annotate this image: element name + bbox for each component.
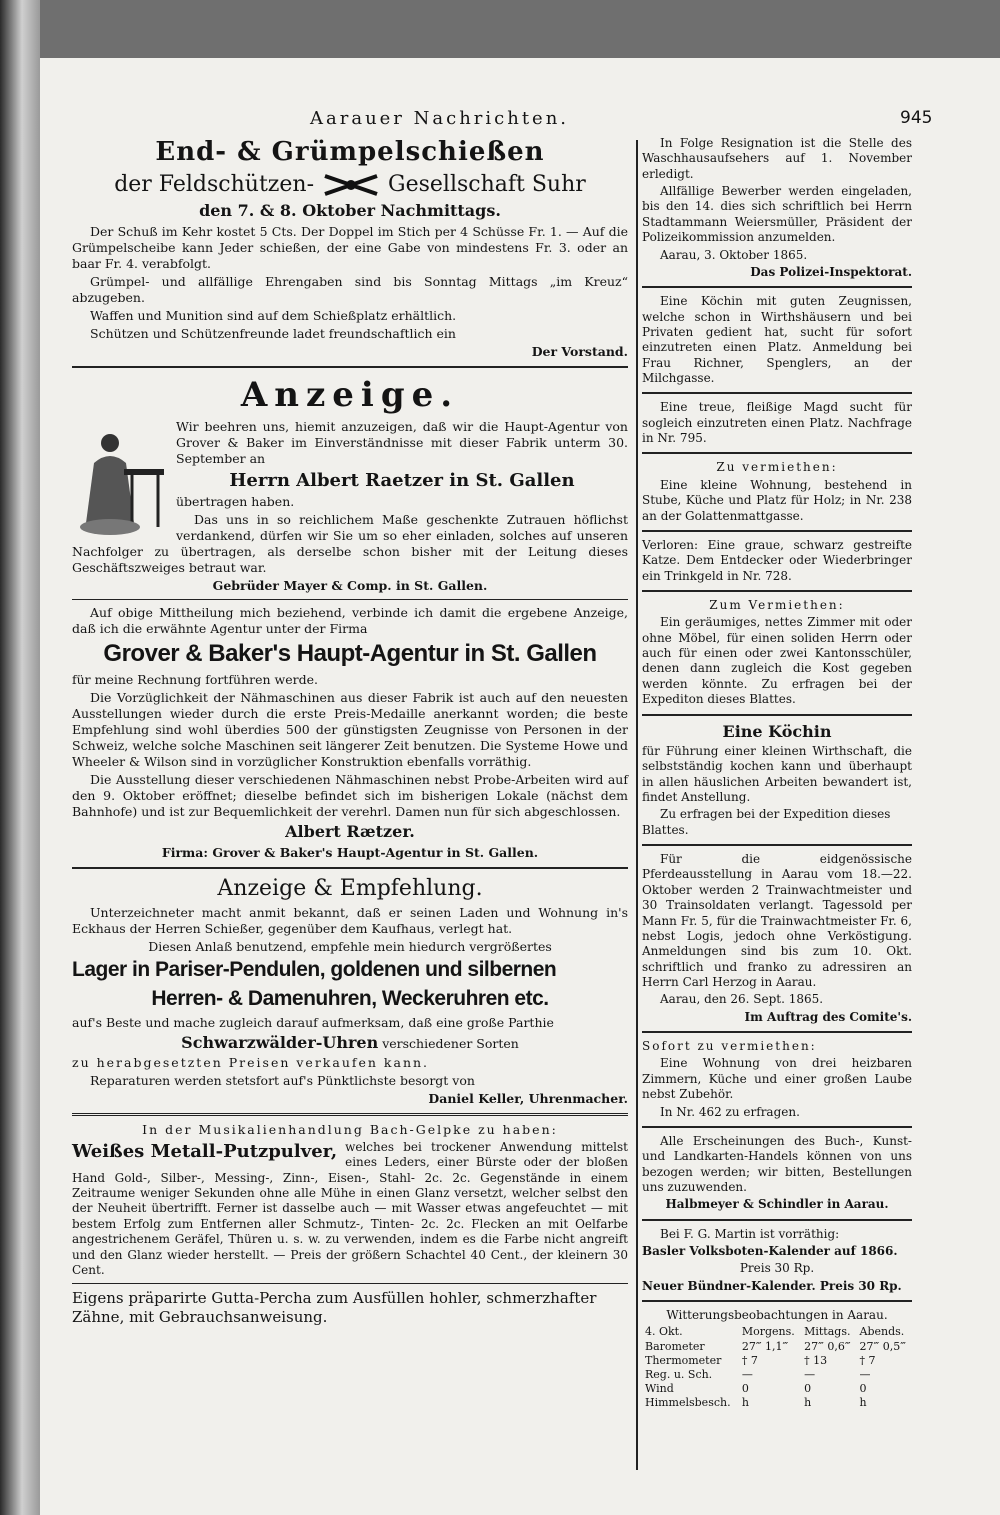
page-number: 945 bbox=[900, 108, 933, 128]
table-cell: † 7 bbox=[741, 1353, 758, 1367]
lost-cat-ad: Verloren: Eine graue, schwarz gestreifte Katze. Dem Entdecker oder Wiederbringer ein Trinkgeld in Nr. 728. bbox=[642, 537, 912, 583]
table-cell: 0 bbox=[804, 1381, 812, 1395]
ad-paragraph: Waffen und Munition sind auf dem Schießplatz erhältlich. bbox=[90, 307, 457, 323]
ad-paragraph: In Folge Resignation ist die Stelle des Waschhausaufsehers auf 1. November erledigt. bbox=[642, 136, 912, 181]
table-row bbox=[642, 1382, 912, 1396]
page-header bbox=[40, 108, 1000, 138]
table-cell: Barometer bbox=[645, 1339, 705, 1353]
table-cell: — bbox=[741, 1367, 753, 1381]
ad-date: den 7. & 8. Oktober Nachmittags. bbox=[199, 201, 501, 221]
table-cell: h bbox=[804, 1395, 812, 1409]
ad-headline: Lager in Pariser-Pendulen, goldenen und silbernen bbox=[72, 957, 557, 981]
calendar-price: Preis 30 Rp. bbox=[739, 1261, 815, 1276]
table-header-cell: Abends. bbox=[859, 1325, 905, 1339]
ad-paragraph: Die Ausstellung dieser verschiedenen Nähmaschinen nebst Probe-Arbeiten wird auf den 9. Oktober eröffnet; dieselbe befindet sich im bisherigen Lokale (nächst dem Bahnhofe) und ist zur Bequemlichkeit der verehrl. Damen nun für sich abgeschlossen. bbox=[72, 772, 628, 820]
weather-title: Witterungsbeobachtungen in Aarau. bbox=[666, 1308, 888, 1323]
ad-paragraph bbox=[72, 1033, 628, 1053]
calendar-ad-intro: Bei F. G. Martin ist vorräthig: bbox=[660, 1226, 840, 1241]
rent-heading: Zum Vermiethen: bbox=[709, 597, 845, 612]
ad-signature: Das Polizei-Inspektorat. bbox=[750, 264, 912, 279]
table-cell: h bbox=[741, 1395, 749, 1409]
maid-seeking-ad: Eine treue, fleißige Magd sucht für sogleich einzutreten einen Platz. Nachfrage in Nr. 795. bbox=[642, 400, 912, 446]
table-cell: h bbox=[859, 1395, 867, 1409]
room-for-rent-ad: Ein geräumiges, nettes Zimmer mit oder ohne Möbel, für einen soliden Herrn oder auch für einen oder zwei Kantonsschüler, denen dann zugleich die Kost gegeben werden könnte. Zu erfragen bei der Expediton dieses Blattes. bbox=[642, 615, 912, 707]
left-column bbox=[72, 136, 628, 1330]
section-divider bbox=[72, 366, 628, 368]
ad-paragraph: Eigens präparirte Gutta-Percha zum Ausfüllen hohler, schmerzhafter Zähne, mit Gebrauchsanweisung. bbox=[72, 1289, 597, 1327]
ad-date: Aarau, den 26. Sept. 1865. bbox=[660, 992, 824, 1007]
section-divider bbox=[642, 714, 912, 716]
table-cell: 27‴ 0,5‴ bbox=[859, 1339, 906, 1353]
laundry-post-ad bbox=[642, 136, 912, 280]
table-header-cell: Mittags. bbox=[804, 1325, 851, 1339]
section-divider bbox=[642, 530, 912, 532]
right-column bbox=[642, 136, 912, 1410]
ad-paragraph: In Nr. 462 zu erfragen. bbox=[660, 1104, 800, 1119]
ad-paragraph: Allfällige Bewerber werden eingeladen, bis den 14. dies sich schriftlich bei Herrn Stadtammann Weiersmüller, Präsident der Polizeikommission anzumelden. bbox=[642, 184, 912, 245]
grover-baker-ad bbox=[72, 374, 628, 861]
newspaper-page bbox=[40, 58, 1000, 1515]
ad-paragraph: übertragen haben. bbox=[176, 494, 295, 510]
ad-signature: Gebrüder Mayer & Comp. in St. Gallen. bbox=[212, 578, 488, 594]
section-divider bbox=[642, 1219, 912, 1221]
section-divider bbox=[642, 1031, 912, 1033]
flat-for-rent-ad: Eine Wohnung von drei heizbaren Zimmern, Küche und einer großen Laube nebst Zubehör. bbox=[642, 1056, 912, 1102]
rent-heading: Zu vermiethen: bbox=[716, 460, 838, 475]
section-divider bbox=[642, 1300, 912, 1302]
firm-name: Grover & Baker's Haupt-Agentur in St. Gallen bbox=[103, 640, 597, 668]
ad-paragraph: welches bei trockener Anwendung mittelst eines Leders, einer Bürste oder der bloßen Hand Gold-, Silber-, Messing-, Zinn-, Eisen-, Stahl- 2c. 2c. Gegenstände in einem Zeitraume weniger Sekunden ohne alle Mühe in einen Glanz versetzt, welcher selbst den der Neuheit übertrifft. Ferner ist dasselbe auch — mit Wasser etwas angefeuchtet — mit bestem Erfolg zum Entfernen aller Schmutz-, Tinten- 2c. 2c. Flecken an mit Oelfarbe angestrichenem Geräfel, Thüren u. s. w. zu verwenden, indem es die Farbe nicht angreift und den Glanz wieder herstellt. — Preis der größern Schachtel 40 Cent., der kleinern 30 Cent. bbox=[72, 1140, 628, 1277]
table-row bbox=[642, 1340, 912, 1354]
calendar-item bbox=[642, 1279, 912, 1294]
ad-paragraph: Schützen und Schützenfreunde ladet freundschaftlich ein bbox=[90, 325, 456, 341]
ad-signature: Der Vorstand. bbox=[531, 343, 628, 359]
section-divider bbox=[72, 867, 628, 869]
ad-paragraph: Das uns in so reichlichem Maße geschenkte Zutrauen höflichst verdankend, dürfen wir Sie um so eher einladen, solches auf unseren Nachfolger zu übertragen, als derselbe schon bisher mit der Leitung dieses Geschäftszweiges betraut war. bbox=[72, 512, 628, 576]
ad-paragraph: zu herabgesetzten Preisen verkaufen kann. bbox=[72, 1055, 430, 1070]
ad-intro: In der Musikalienhandlung Bach-Gelpke zu haben: bbox=[142, 1122, 558, 1137]
section-divider bbox=[642, 286, 912, 288]
ad-subtitle bbox=[72, 171, 628, 199]
cook-wanted-heading: Eine Köchin bbox=[722, 721, 832, 741]
section-divider bbox=[642, 844, 912, 846]
subtitle-part-b: Gesellschaft Suhr bbox=[388, 172, 586, 198]
ad-title: End- & Grümpelschießen bbox=[155, 137, 545, 167]
section-divider bbox=[642, 452, 912, 454]
black-forest-clocks: Schwarzwälder-Uhren bbox=[181, 1032, 379, 1052]
book-spine bbox=[0, 0, 40, 1515]
ad-signature: Daniel Keller, Uhrenmacher. bbox=[428, 1091, 628, 1106]
small-flat-ad: Eine kleine Wohnung, bestehend in Stube, Küche und Platz für Holz; in Nr. 238 an der Golattenmattgasse. bbox=[642, 477, 912, 523]
section-divider bbox=[642, 590, 912, 592]
watchmaker-ad bbox=[72, 875, 628, 1107]
table-row bbox=[642, 1396, 912, 1410]
ad-paragraph: Unterzeichneter macht anmit bekannt, daß er seinen Laden und Wohnung in's Eckhaus der Herren Schießer, gegenüber dem Kaufhaus, verlegt hat. bbox=[72, 904, 628, 936]
calendar-price: Preis 30 Rp. bbox=[819, 1278, 902, 1293]
running-title: Aarauer Nachrichten. bbox=[310, 108, 570, 129]
table-cell: Reg. u. Sch. bbox=[645, 1367, 713, 1381]
horse-show-ad: Für die eidgenössische Pferdeausstellung in Aarau vom 18.—22. Oktober werden 2 Trainwachtmeister und 30 Trainsoldaten verlangt. Tagessold per Mann Fr. 5, für die Trainwachtmeister Fr. 6, nebst Logis, jedoch ohne Verköstigung. Anmeldungen sind bis zum 10. Okt. schriftlich und franko zu adressiren an Herrn Carl Herzog in Aarau. bbox=[642, 852, 912, 989]
table-cell: 27‴ 0,6‴ bbox=[804, 1339, 851, 1353]
calendar-item: Basler Volksboten-Kalender auf 1866. bbox=[642, 1244, 898, 1259]
weather-table bbox=[642, 1308, 912, 1410]
table-row bbox=[642, 1354, 912, 1368]
clocks-note: verschiedener Sorten bbox=[382, 1035, 519, 1051]
ad-date: Aarau, 3. Oktober 1865. bbox=[660, 247, 808, 262]
ad-signature: Im Auftrag des Comite's. bbox=[744, 1009, 912, 1024]
table-cell: Wind bbox=[645, 1381, 674, 1395]
gutta-percha-ad bbox=[72, 1289, 628, 1327]
ad-paragraph: für Führung einer kleinen Wirthschaft, die selbstständig kochen kann und überhaupt in allen häuslichen Arbeiten bewandert ist, findet Anstellung. bbox=[642, 743, 912, 805]
ad-paragraph: Wir beehren uns, hiemit anzuzeigen, daß wir die Haupt-Agentur von Grover & Baker im Einverständnisse mit dieser Fabrik unterm 30. September an bbox=[176, 419, 628, 467]
ad-paragraph: auf's Beste und mache zugleich darauf aufmerksam, daß eine große Parthie bbox=[72, 1014, 554, 1030]
calendar-title: Neuer Bündner-Kalender. bbox=[642, 1278, 816, 1293]
table-cell: 0 bbox=[859, 1381, 867, 1395]
section-divider bbox=[642, 1126, 912, 1128]
agent-name: Herrn Albert Raetzer in St. Gallen bbox=[229, 470, 575, 492]
ad-title: Anzeige. bbox=[240, 374, 460, 415]
polish-powder-ad bbox=[72, 1122, 628, 1278]
section-divider bbox=[72, 599, 628, 600]
crossed-rifles-icon bbox=[321, 172, 381, 198]
ad-paragraph: Reparaturen werden stetsfort auf's Pünktlichste besorgt von bbox=[90, 1073, 475, 1088]
section-divider bbox=[642, 392, 912, 394]
column-divider bbox=[636, 140, 638, 1470]
ad-paragraph: Der Schuß im Kehr kostet 5 Cts. Der Doppel im Stich per 4 Schüsse Fr. 1. — Auf die Grümpelscheibe kann Jeder schießen, der eine Gabe von mindestens Fr. 3. oder an baar Fr. 4. verabfolgt. bbox=[72, 223, 628, 271]
ad-headline: Herren- & Damenuhren, Weckeruhren etc. bbox=[151, 986, 549, 1010]
table-cell: † 7 bbox=[859, 1353, 876, 1367]
ad-paragraph: Auf obige Mittheilung mich beziehend, verbinde ich damit die ergebene Anzeige, daß ich die erwähnte Agentur unter der Firma bbox=[72, 605, 628, 637]
table-cell: Himmelsbesch. bbox=[645, 1395, 731, 1409]
cook-seeking-ad: Eine Köchin mit guten Zeugnissen, welche schon in Wirthshäusern und bei Privaten gedient hat, sucht für sofort einzutreten einen Platz. Anmeldung bei Frau Richner, Spenglers, an der Milchgasse. bbox=[642, 294, 912, 386]
shooting-festival-ad bbox=[72, 136, 628, 360]
seamstress-illustration-icon bbox=[72, 423, 168, 539]
ad-title: Weißes Metall-Putzpulver, bbox=[72, 1141, 338, 1162]
section-divider bbox=[72, 1113, 628, 1116]
table-header-cell: 4. Okt. bbox=[645, 1325, 683, 1339]
subtitle-part-a: der Feldschützen- bbox=[114, 172, 315, 198]
bookshop-ad: Alle Erscheinungen des Buch-, Kunst- und Landkarten-Handels können von uns bezogen werden; wir bitten, Bestellungen uns zuzuwenden. bbox=[642, 1133, 912, 1194]
ad-paragraph: Die Vorzüglichkeit der Nähmaschinen aus dieser Fabrik ist auch auf den neuesten Ausstellungen wieder durch die erste Preis-Medaille anerkannt worden; die beste Empfehlung sind wohl überdies 500 der günstigsten Zeugnisse von Personen in der Schweiz, welche solche Maschinen seit längerer Zeit benutzen. Die Systeme Howe und Wheeler & Wilson sind in vorzüglicher Konstruktion ebenfalls vorräthig. bbox=[72, 690, 628, 770]
section-divider bbox=[72, 1283, 628, 1284]
ad-signature: Halbmeyer & Schindler in Aarau. bbox=[665, 1197, 889, 1212]
table-header-cell: Morgens. bbox=[741, 1325, 795, 1339]
table-cell: 27‴ 1,1‴ bbox=[741, 1339, 789, 1353]
table-cell: 0 bbox=[741, 1381, 749, 1395]
table-row bbox=[642, 1368, 912, 1382]
ad-paragraph: Diesen Anlaß benutzend, empfehle mein hiedurch vergrößertes bbox=[148, 938, 552, 954]
ad-signature: Albert Rætzer. bbox=[285, 822, 415, 842]
table-cell: Thermometer bbox=[645, 1353, 722, 1367]
ad-signature: Firma: Grover & Baker's Haupt-Agentur in St. Gallen. bbox=[161, 844, 539, 860]
ad-title: Anzeige & Empfehlung. bbox=[217, 875, 483, 901]
weather-grid bbox=[642, 1325, 912, 1409]
table-cell: † 13 bbox=[804, 1353, 828, 1367]
table-cell: — bbox=[859, 1367, 871, 1381]
ad-paragraph: Grümpel- und allfällige Ehrengaben sind bis Sonntag Mittags „im Kreuz“ abzugeben. bbox=[72, 273, 628, 305]
table-cell: — bbox=[804, 1367, 816, 1381]
table-row bbox=[642, 1325, 912, 1339]
rent-heading: Sofort zu vermiethen: bbox=[642, 1039, 817, 1054]
ad-paragraph: Zu erfragen bei der Expedition dieses Blattes. bbox=[642, 807, 891, 837]
ad-paragraph: für meine Rechnung fortführen werde. bbox=[72, 672, 319, 688]
